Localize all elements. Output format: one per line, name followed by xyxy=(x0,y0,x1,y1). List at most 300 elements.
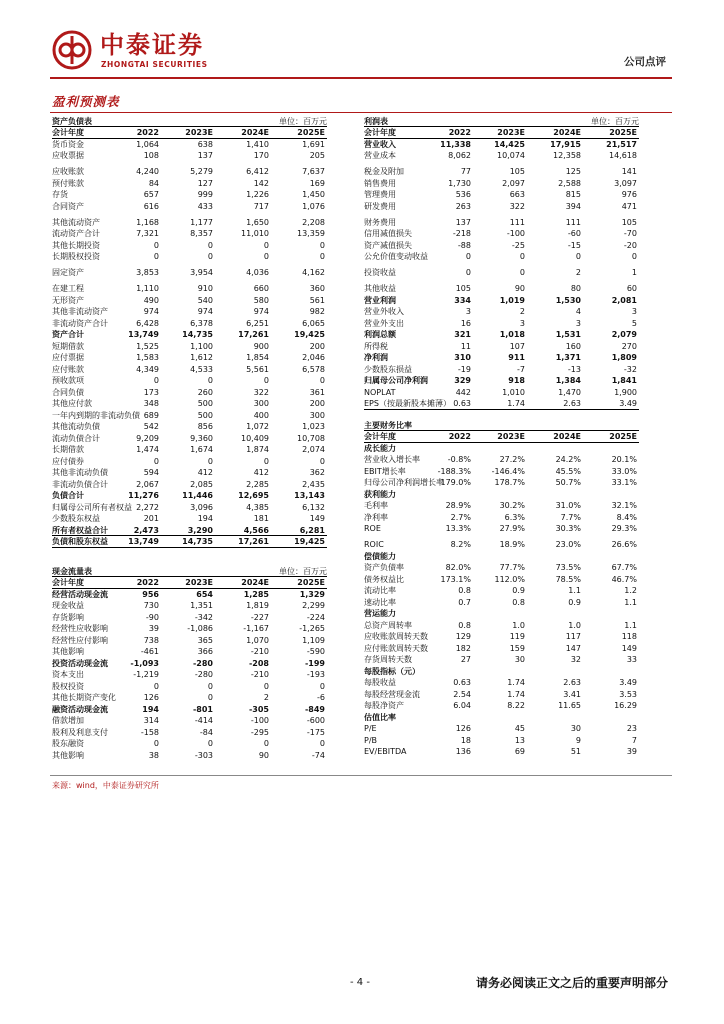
row-value: 689 xyxy=(143,410,159,420)
row-label: 合同资产 xyxy=(52,201,84,211)
row-value: 118 xyxy=(621,632,637,641)
row-value: 1,371 xyxy=(555,353,581,362)
row-label: 资产减值损失 xyxy=(364,240,412,250)
row-label: 其他长期投资 xyxy=(52,240,100,250)
table-row xyxy=(364,700,639,712)
row-value: 12,358 xyxy=(553,151,581,160)
table-row xyxy=(52,318,327,330)
table-row xyxy=(52,646,327,658)
row-value: 314 xyxy=(143,716,159,725)
row-value: 105 xyxy=(455,284,471,293)
row-value: 1,525 xyxy=(136,341,159,351)
table-row xyxy=(52,410,327,422)
table-row xyxy=(364,228,639,240)
row-value: -70 xyxy=(623,229,637,238)
row-value: 0 xyxy=(263,240,269,250)
row-value: 1,819 xyxy=(246,601,269,610)
row-value: 394 xyxy=(565,201,581,211)
row-value: 2.54 xyxy=(453,689,471,699)
row-label: 管理费用 xyxy=(364,190,396,199)
row-label: 公允价值变动收益 xyxy=(364,252,428,261)
row-value: 0 xyxy=(153,739,159,748)
section-title: 盈利预测表 xyxy=(52,94,120,109)
table-row xyxy=(52,217,327,229)
row-value: 14,425 xyxy=(494,139,525,149)
column-header-row xyxy=(52,127,327,139)
row-label: 所得税 xyxy=(364,341,388,351)
row-value: 179.0% xyxy=(440,478,471,487)
row-value: 5 xyxy=(631,318,637,328)
table-row xyxy=(364,512,639,524)
row-value: 6.3% xyxy=(504,512,525,522)
column-header-year: 2025E xyxy=(297,128,325,137)
row-value: 33.0% xyxy=(611,466,637,476)
table-row xyxy=(364,746,639,758)
row-label: 应收账款 xyxy=(52,167,84,176)
row-value: 1.0 xyxy=(512,620,525,630)
row-label: 税金及附加 xyxy=(364,167,404,176)
row-value: 19,425 xyxy=(294,537,325,546)
row-value: 1,110 xyxy=(136,284,159,293)
row-value: 2,079 xyxy=(611,330,637,339)
row-value: 6,428 xyxy=(136,318,159,328)
row-value: 0 xyxy=(153,681,159,691)
row-value: 27 xyxy=(460,655,471,664)
row-label: 流动资产合计 xyxy=(52,229,100,238)
column-header-year: 2022 xyxy=(448,432,471,441)
row-value: 169 xyxy=(309,178,325,188)
row-label: EPS（按最新股本摊薄） xyxy=(364,399,451,408)
row-value: 1,650 xyxy=(246,217,269,227)
row-value: -1,093 xyxy=(130,658,159,668)
row-value: 16.29 xyxy=(614,701,637,710)
row-label: 股权投资 xyxy=(52,681,84,691)
row-value: 26.6% xyxy=(611,540,637,549)
row-value: 2,208 xyxy=(302,217,325,227)
row-value: 136 xyxy=(455,747,471,756)
row-value: 300 xyxy=(309,410,325,420)
row-value: 90 xyxy=(514,284,525,293)
row-value: 1,109 xyxy=(302,635,325,645)
row-value: 1,583 xyxy=(136,353,159,362)
row-value: 0 xyxy=(319,252,325,261)
row-value: 67.7% xyxy=(611,563,637,572)
row-value: 2 xyxy=(575,268,581,277)
row-value: 24.2% xyxy=(555,455,581,464)
row-value: 149 xyxy=(309,514,325,523)
table-row xyxy=(364,201,639,213)
row-value: 8.22 xyxy=(507,701,525,710)
row-value: 1,809 xyxy=(611,353,637,362)
row-value: 2,067 xyxy=(136,479,159,489)
row-value: 918 xyxy=(508,376,525,385)
row-value: 976 xyxy=(621,190,637,199)
row-label: 经营活动现金流 xyxy=(52,589,108,599)
row-value: 900 xyxy=(253,341,269,351)
row-label: 其他收益 xyxy=(364,284,396,293)
row-value: 32 xyxy=(570,655,581,664)
row-value: 3.49 xyxy=(619,399,637,408)
table-title: 资产负债表 xyxy=(52,117,92,126)
row-value: -1,219 xyxy=(133,670,159,679)
row-value: 0 xyxy=(207,240,213,250)
table-row xyxy=(52,525,327,537)
row-label: 经营性应收影响 xyxy=(52,624,108,633)
row-label: 偿债能力 xyxy=(364,551,396,561)
row-value: 310 xyxy=(454,353,471,362)
row-label: 利润总额 xyxy=(364,330,396,339)
table-row xyxy=(52,341,327,353)
row-value: 856 xyxy=(197,422,213,431)
company-logo-icon xyxy=(52,30,92,70)
row-value: -90 xyxy=(145,612,159,622)
row-label: 存货影响 xyxy=(52,612,84,622)
table-row xyxy=(364,454,639,466)
row-label: ROE xyxy=(364,524,381,533)
row-label: 应收账款周转天数 xyxy=(364,632,428,641)
row-label: 营业外支出 xyxy=(364,318,404,328)
row-label: 负债和股东权益 xyxy=(52,537,108,546)
row-value: 2,081 xyxy=(611,295,637,305)
row-label: 少数股东损益 xyxy=(364,364,412,374)
row-value: 366 xyxy=(197,647,213,656)
row-value: 32.1% xyxy=(611,501,637,510)
row-value: 105 xyxy=(509,167,525,176)
row-value: 117 xyxy=(565,632,581,641)
row-label: 其他流动资产 xyxy=(52,217,100,227)
table-row xyxy=(364,551,639,563)
row-value: 1,019 xyxy=(499,295,525,305)
row-value: 1,285 xyxy=(243,589,269,599)
row-value: -218 xyxy=(452,229,471,238)
row-value: 182 xyxy=(455,643,471,653)
row-label: 借款增加 xyxy=(52,716,84,725)
row-value: 0 xyxy=(207,456,213,466)
row-value: 33 xyxy=(626,655,637,664)
row-value: 77 xyxy=(460,167,471,176)
row-value: 0.8 xyxy=(458,586,471,595)
table-row xyxy=(364,375,639,387)
table-row xyxy=(364,318,639,330)
row-value: 7 xyxy=(631,735,637,745)
row-value: 433 xyxy=(197,201,213,211)
table-row xyxy=(364,398,639,410)
column-header-year: 2022 xyxy=(136,128,159,137)
column-header-row xyxy=(52,577,327,589)
row-value: 5,561 xyxy=(246,364,269,374)
row-value: 38 xyxy=(148,750,159,760)
row-value: 10,074 xyxy=(497,151,525,160)
table-row xyxy=(364,643,639,655)
row-value: 657 xyxy=(143,190,159,199)
row-value: 0 xyxy=(319,376,325,385)
row-value: 14,735 xyxy=(182,330,213,339)
financial-ratios-table xyxy=(364,420,639,758)
table-row xyxy=(52,240,327,252)
row-value: 0 xyxy=(465,252,471,261)
row-value: 7.7% xyxy=(560,512,581,522)
row-value: 2,097 xyxy=(502,178,525,188)
row-value: 20.1% xyxy=(611,455,637,464)
table-row xyxy=(364,150,639,162)
row-value: 11,338 xyxy=(440,139,471,149)
row-value: -6 xyxy=(317,693,325,702)
row-value: 3,096 xyxy=(190,502,213,512)
table-row xyxy=(364,500,639,512)
column-header-year: 2024E xyxy=(241,578,269,587)
row-value: -210 xyxy=(250,647,269,656)
row-value: 6,578 xyxy=(302,364,325,374)
row-value: 442 xyxy=(455,387,471,397)
row-value: 1,070 xyxy=(246,635,269,645)
row-label: 应付票据 xyxy=(52,353,84,362)
row-value: 0.7 xyxy=(458,597,471,607)
row-value: 30 xyxy=(514,655,525,664)
row-label: 速动比率 xyxy=(364,597,396,607)
table-row xyxy=(52,467,327,479)
row-value: 8,062 xyxy=(448,151,471,160)
row-value: 0 xyxy=(631,252,637,261)
row-label: 少数股东权益 xyxy=(52,514,100,523)
disclaimer: 请务必阅读正文之后的重要声明部分 xyxy=(475,976,668,990)
column-header-year: 2022 xyxy=(136,578,159,587)
row-value: 911 xyxy=(508,353,525,362)
table-row xyxy=(364,364,639,376)
row-label: 预收款项 xyxy=(52,376,84,385)
row-value: 1,064 xyxy=(136,139,159,149)
row-value: 4,240 xyxy=(136,167,159,176)
row-label: 股东融资 xyxy=(52,739,84,748)
row-value: 1,470 xyxy=(558,387,581,397)
row-value: 4,036 xyxy=(246,268,269,277)
row-value: 50.7% xyxy=(555,478,581,487)
header-divider xyxy=(50,77,672,79)
row-label: 在建工程 xyxy=(52,284,84,293)
row-value: 1,841 xyxy=(611,376,637,385)
row-value: 322 xyxy=(253,387,269,397)
row-value: 361 xyxy=(309,387,325,397)
row-label: ROIC xyxy=(364,540,384,549)
table-row xyxy=(364,387,639,399)
row-value: 194 xyxy=(197,514,213,523)
column-header-row xyxy=(364,431,639,443)
balance-sheet-table xyxy=(52,116,327,548)
column-header-year: 2025E xyxy=(609,432,637,441)
column-header-year: 2025E xyxy=(297,578,325,587)
row-value: 173.1% xyxy=(440,574,471,584)
row-value: 412 xyxy=(197,468,213,477)
row-value: 0.9 xyxy=(568,597,581,607)
row-value: 4,385 xyxy=(246,502,269,512)
row-value: 974 xyxy=(253,307,269,316)
row-value: 6,412 xyxy=(246,167,269,176)
row-value: -461 xyxy=(140,647,159,656)
table-row xyxy=(52,228,327,240)
row-value: 471 xyxy=(621,201,637,211)
row-value: 270 xyxy=(621,341,637,351)
row-value: 9,209 xyxy=(136,433,159,443)
row-value: -0.8% xyxy=(447,455,471,464)
row-value: 27.9% xyxy=(499,524,525,533)
row-value: 30.2% xyxy=(499,501,525,510)
row-value: 7,637 xyxy=(302,167,325,176)
row-value: 137 xyxy=(455,217,471,227)
row-value: 365 xyxy=(197,635,213,645)
row-label: 毛利率 xyxy=(364,501,388,510)
row-value: 205 xyxy=(309,151,325,160)
row-value: 39 xyxy=(626,747,637,756)
row-label: 归属母公司净利润 xyxy=(364,376,428,385)
table-unit: 单位：百万元 xyxy=(279,117,327,126)
row-value: 17,261 xyxy=(238,330,269,339)
row-value: 0 xyxy=(519,268,525,277)
table-row xyxy=(364,217,639,229)
table-row xyxy=(52,750,327,762)
source-divider xyxy=(50,775,672,776)
row-value: 3 xyxy=(465,307,471,316)
row-label: 营运能力 xyxy=(364,609,396,618)
row-label: 融资活动现金流 xyxy=(52,704,108,714)
table-row xyxy=(364,166,639,178)
table-row xyxy=(52,139,327,151)
brand-name-en: ZHONGTAI SECURITIES xyxy=(101,60,208,69)
column-header-year: 2024E xyxy=(553,128,581,137)
table-row xyxy=(364,329,639,341)
row-value: 112.0% xyxy=(494,574,525,584)
row-value: 181 xyxy=(253,514,269,523)
row-value: -7 xyxy=(517,364,525,374)
row-value: 717 xyxy=(253,201,269,211)
table-row xyxy=(364,352,639,364)
table-row xyxy=(52,704,327,716)
row-value: 11,010 xyxy=(241,229,269,238)
row-value: 69 xyxy=(514,747,525,756)
table-row xyxy=(364,295,639,307)
row-value: 45.5% xyxy=(555,466,581,476)
row-value: -414 xyxy=(194,716,213,725)
row-value: 90 xyxy=(258,750,269,760)
row-value: 82.0% xyxy=(445,563,471,572)
row-value: 30 xyxy=(570,724,581,733)
row-label: 应付债券 xyxy=(52,456,84,466)
row-value: 1,612 xyxy=(190,353,213,362)
table-row xyxy=(52,189,327,201)
row-value: 0 xyxy=(319,739,325,748)
row-value: 126 xyxy=(455,724,471,733)
table-row xyxy=(52,201,327,213)
row-value: -193 xyxy=(306,670,325,679)
row-value: 3 xyxy=(519,318,525,328)
row-value: 321 xyxy=(454,330,471,339)
row-value: 3,853 xyxy=(136,268,159,277)
row-value: 127 xyxy=(197,178,213,188)
row-label: 资产合计 xyxy=(52,330,84,339)
row-value: 0 xyxy=(207,693,213,702)
row-value: 160 xyxy=(565,341,581,351)
row-value: -100 xyxy=(506,229,525,238)
row-label: 估值比率 xyxy=(364,712,396,722)
row-label: 投资收益 xyxy=(364,268,396,277)
table-row xyxy=(52,352,327,364)
row-value: 2,285 xyxy=(246,479,269,489)
row-value: 200 xyxy=(309,399,325,408)
table-row xyxy=(364,523,639,535)
row-label: 现金收益 xyxy=(52,601,84,610)
row-value: 594 xyxy=(143,468,159,477)
row-value: 1,474 xyxy=(136,445,159,454)
row-value: 11,446 xyxy=(182,491,213,500)
table-title: 利润表 xyxy=(364,117,388,126)
row-value: 39 xyxy=(148,624,159,633)
row-value: 1.74 xyxy=(507,399,525,408)
row-label: 归属母公司所有者权益 xyxy=(52,502,132,512)
row-value: 3.41 xyxy=(563,689,581,699)
row-label: 净利润 xyxy=(364,353,388,362)
row-label: 其他非流动资产 xyxy=(52,307,108,316)
row-value: 23 xyxy=(626,724,637,733)
table-row xyxy=(52,166,327,178)
table-row xyxy=(52,444,327,456)
row-value: 3.49 xyxy=(619,678,637,687)
row-value: 1,531 xyxy=(555,330,581,339)
row-label: 归母公司净利润增长率 xyxy=(364,478,444,487)
row-label: 合同负债 xyxy=(52,387,84,397)
table-row xyxy=(364,562,639,574)
row-value: 2,435 xyxy=(302,479,325,489)
table-row xyxy=(364,631,639,643)
row-value: 1,384 xyxy=(555,376,581,385)
table-row xyxy=(52,490,327,502)
row-value: 1,410 xyxy=(246,139,269,149)
row-value: 1,450 xyxy=(302,190,325,199)
row-value: 638 xyxy=(197,139,213,149)
row-value: 0 xyxy=(263,252,269,261)
row-label: 成长能力 xyxy=(364,443,396,453)
row-value: 125 xyxy=(565,167,581,176)
row-value: 3.53 xyxy=(619,689,637,699)
table-row xyxy=(52,658,327,670)
row-value: 2,085 xyxy=(190,479,213,489)
table-row xyxy=(364,585,639,597)
row-value: 78.5% xyxy=(555,574,581,584)
row-value: 142 xyxy=(253,178,269,188)
row-value: -295 xyxy=(250,727,269,737)
row-value: -801 xyxy=(192,704,213,714)
row-label: 资产负债率 xyxy=(364,563,404,572)
page-number: - 4 - xyxy=(350,977,370,988)
row-value: -590 xyxy=(306,647,325,656)
row-value: 400 xyxy=(253,410,269,420)
table-row xyxy=(364,735,639,747)
row-value: 2.63 xyxy=(563,399,581,408)
table-row xyxy=(52,267,327,279)
table-row xyxy=(52,502,327,514)
row-value: 111 xyxy=(509,217,525,227)
row-value: 1,900 xyxy=(614,387,637,397)
table-title-row xyxy=(52,566,327,577)
row-value: -305 xyxy=(248,704,269,714)
row-value: 536 xyxy=(455,190,471,199)
table-row xyxy=(52,612,327,624)
row-value: -158 xyxy=(140,727,159,737)
row-label: 每股指标（元） xyxy=(364,666,420,676)
row-value: 660 xyxy=(253,284,269,293)
row-value: 0.63 xyxy=(453,399,471,408)
row-value: 3,954 xyxy=(190,268,213,277)
row-value: 260 xyxy=(197,387,213,397)
row-value: 0 xyxy=(465,268,471,277)
row-value: -175 xyxy=(306,727,325,737)
